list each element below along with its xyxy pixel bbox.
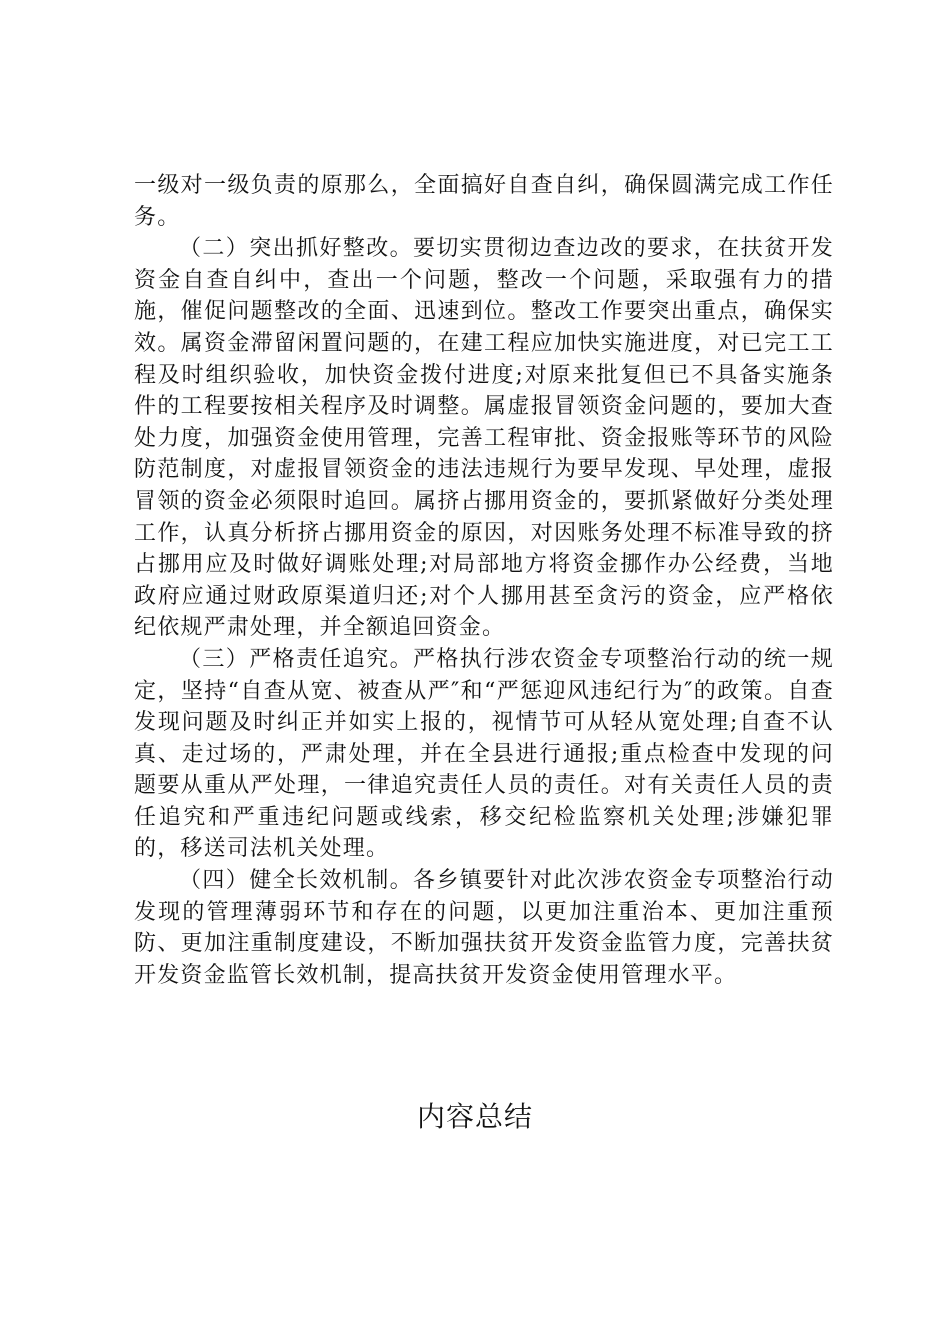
paragraph-long-term-mechanism: （四）健全长效机制。各乡镇要针对此次涉农资金专项整治行动发现的管理薄弱环节和存在的问题，以更加注重治本、更加注重预防、更加注重制度建设，不断加强扶贫开发资金监管力度，完善扶贫开发资金监管长效机制，提高扶贫开发资金使用管理水平。 bbox=[134, 868, 834, 988]
paragraph-rectification: （二）突出抓好整改。要切实贯彻边查边改的要求，在扶贫开发资金自查自纠中，查出一个问题，整改一个问题，采取强有力的措施，催促问题整改的全面、迅速到位。整改工作要突出重点，确保实效。属资金滞留闲置问题的，在建工程应加快实施进度，对已完工工程及时组织验收，加快资金拨付进度;对原来批复但已不具备实施条件的工程要按相关程序及时调整。属虚报冒领资金问题的，要加大查处力度，加强资金使用管理，完善工程审批、资金报账等环节的风险防范制度，对虚报冒领资金的违法违规行为要早发现、早处理，虚报冒领的资金必须限时追回。属挤占挪用资金的，要抓紧做好分类处理工作，认真分析挤占挪用资金的原因，对因账务处理不标准导致的挤占挪用应及时做好调账处理;对局部地方将资金挪作办公经费，当地政府应通过财政原渠道归还;对个人挪用甚至贪污的资金，应严格依纪依规严肃处理，并全额追回资金。 bbox=[134, 236, 834, 641]
summary-heading: 内容总结 bbox=[416, 1100, 533, 1133]
paragraph-continuation: 一级对一级负责的原那么，全面搞好自查自纠，确保圆满完成工作任务。 bbox=[134, 173, 834, 230]
paragraph-accountability: （三）严格责任追究。严格执行涉农资金专项整治行动的统一规定，坚持“自查从宽、被查从严″和“严惩迎风违纪行为″的政策。自查发现问题及时纠正并如实上报的，视情节可从轻从宽处理;自查不认真、走过场的，严肃处理，并在全县进行通报;重点检查中发现的问题要从重从严处理，一律追究责任人员的责任。对有关责任人员的责任追究和严重违纪问题或线索，移交纪检监察机关处理;涉嫌犯罪的，移送司法机关处理。 bbox=[134, 646, 834, 862]
document-body bbox=[134, 170, 834, 991]
